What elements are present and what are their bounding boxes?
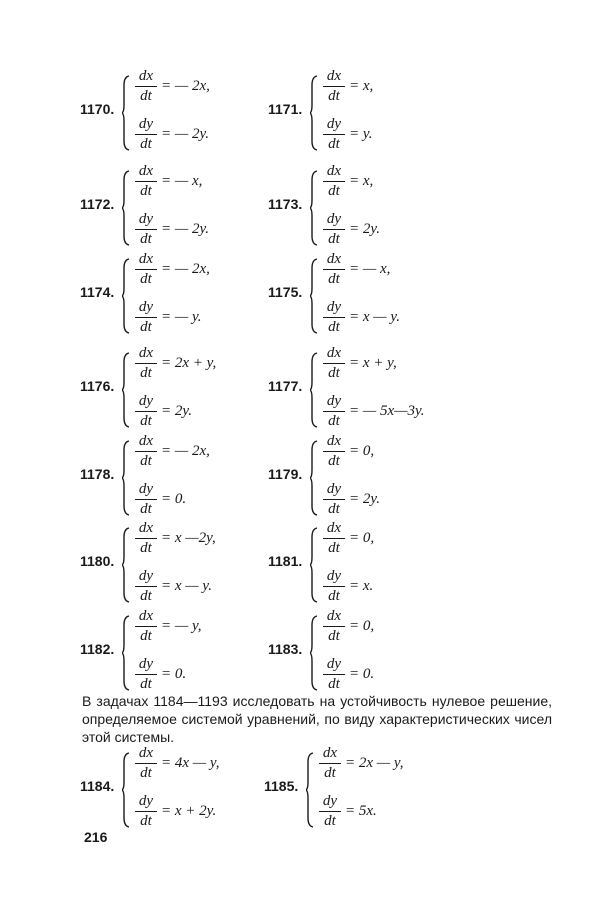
- brace-icon: [306, 752, 314, 828]
- equation-rhs: = x —2y,: [161, 530, 216, 546]
- brace-icon: [122, 258, 130, 334]
- equation-rhs: = — 2x,: [161, 261, 210, 277]
- equation-rhs: = 0,: [349, 618, 375, 634]
- equation-rhs: = 0.: [161, 666, 187, 682]
- fraction: $\frac{dx}{dt}$: [135, 250, 157, 289]
- page-number: 216: [84, 829, 108, 845]
- problem-number: 1170.: [80, 101, 115, 117]
- fraction: $\frac{dy}{dt}$: [319, 792, 341, 831]
- equation-rhs: = x — y.: [349, 309, 400, 325]
- problem-number: 1174.: [80, 284, 115, 300]
- equation-rhs: = — 2x,: [161, 443, 210, 459]
- fraction: $\frac{dy}{dt}$: [135, 655, 157, 694]
- instruction-paragraph: В задачах 1184—1193 исследовать на устойчивость нулевое решение, определяемое системой уравнений, по виду характеристических чисел этой системы.: [82, 693, 552, 745]
- fraction: $\frac{dx}{dt}$: [135, 519, 157, 558]
- fraction: $\frac{dy}{dt}$: [323, 392, 345, 431]
- equation-rhs: = — 5x—3y.: [349, 403, 425, 419]
- equation-rhs: = — 2x,: [161, 78, 210, 94]
- problem-number: 1185.: [264, 778, 299, 794]
- equation-rhs: = — 2y.: [161, 126, 210, 142]
- equation-rhs: = 5x.: [345, 803, 377, 819]
- problem-number: 1173.: [268, 196, 303, 212]
- brace-icon: [310, 75, 318, 151]
- fraction: $\frac{dx}{dt}$: [323, 67, 345, 106]
- fraction: $\frac{dy}{dt}$: [135, 792, 157, 831]
- fraction: $\frac{dx}{dt}$: [323, 432, 345, 471]
- fraction: $\frac{dx}{dt}$: [323, 162, 345, 201]
- brace-icon: [122, 75, 130, 151]
- fraction: $\frac{dy}{dt}$: [135, 298, 157, 337]
- equation-rhs: = x — y.: [161, 578, 212, 594]
- fraction: $\frac{dx}{dt}$: [323, 607, 345, 646]
- equation-rhs: = — x,: [161, 173, 203, 189]
- equation-rhs: = 2y.: [161, 403, 192, 419]
- equation-rhs: = x,: [349, 78, 374, 94]
- equation-rhs: = 0,: [349, 530, 375, 546]
- brace-icon: [122, 440, 130, 516]
- fraction: $\frac{dx}{dt}$: [135, 344, 157, 383]
- brace-icon: [310, 440, 318, 516]
- fraction: $\frac{dx}{dt}$: [135, 162, 157, 201]
- fraction: $\frac{dy}{dt}$: [135, 210, 157, 249]
- fraction: $\frac{dy}{dt}$: [135, 480, 157, 519]
- fraction: $\frac{dy}{dt}$: [323, 210, 345, 249]
- brace-icon: [122, 752, 130, 828]
- brace-icon: [310, 527, 318, 603]
- equation-rhs: = x,: [349, 173, 374, 189]
- problem-number: 1184.: [80, 778, 115, 794]
- equation-rhs: = — y,: [161, 618, 202, 634]
- fraction: $\frac{dy}{dt}$: [135, 115, 157, 154]
- equation-rhs: = 2y.: [349, 491, 380, 507]
- fraction: $\frac{dy}{dt}$: [323, 298, 345, 337]
- equation-rhs: = x + y,: [349, 355, 397, 371]
- equation-rhs: = — y.: [161, 309, 202, 325]
- brace-icon: [310, 615, 318, 691]
- fraction: $\frac{dy}{dt}$: [323, 567, 345, 606]
- fraction: $\frac{dy}{dt}$: [135, 567, 157, 606]
- fraction: $\frac{dx}{dt}$: [135, 432, 157, 471]
- problem-number: 1177.: [268, 378, 303, 394]
- fraction: $\frac{dx}{dt}$: [323, 344, 345, 383]
- equation-rhs: = x.: [349, 578, 374, 594]
- problem-number: 1180.: [80, 553, 115, 569]
- fraction: $\frac{dx}{dt}$: [135, 67, 157, 106]
- brace-icon: [122, 352, 130, 428]
- brace-icon: [310, 258, 318, 334]
- equation-rhs: = 2x + y,: [161, 355, 217, 371]
- brace-icon: [310, 170, 318, 246]
- equation-rhs: = 0.: [161, 491, 187, 507]
- problem-number: 1176.: [80, 378, 115, 394]
- fraction: $\frac{dy}{dt}$: [323, 655, 345, 694]
- problem-number: 1183.: [268, 641, 303, 657]
- brace-icon: [122, 170, 130, 246]
- fraction: $\frac{dx}{dt}$: [319, 744, 341, 783]
- fraction: $\frac{dy}{dt}$: [323, 480, 345, 519]
- brace-icon: [122, 527, 130, 603]
- equation-rhs: = — 2y.: [161, 221, 210, 237]
- equation-rhs: = 2y.: [349, 221, 380, 237]
- equation-rhs: = 0.: [349, 666, 375, 682]
- fraction: $\frac{dx}{dt}$: [135, 744, 157, 783]
- problem-number: 1181.: [268, 553, 303, 569]
- fraction: $\frac{dx}{dt}$: [323, 250, 345, 289]
- equation-rhs: = 2x — y,: [345, 755, 404, 771]
- fraction: $\frac{dx}{dt}$: [323, 519, 345, 558]
- problem-number: 1172.: [80, 196, 115, 212]
- fraction: $\frac{dy}{dt}$: [135, 392, 157, 431]
- fraction: $\frac{dy}{dt}$: [323, 115, 345, 154]
- problem-number: 1171.: [268, 101, 303, 117]
- equation-rhs: = 0,: [349, 443, 375, 459]
- equation-rhs: = 4x — y,: [161, 755, 220, 771]
- equation-rhs: = — x,: [349, 261, 391, 277]
- brace-icon: [122, 615, 130, 691]
- fraction: $\frac{dx}{dt}$: [135, 607, 157, 646]
- equation-rhs: = x + 2y.: [161, 803, 217, 819]
- problem-number: 1179.: [268, 466, 303, 482]
- equation-rhs: = y.: [349, 126, 373, 142]
- brace-icon: [310, 352, 318, 428]
- problem-number: 1182.: [80, 641, 115, 657]
- problem-number: 1175.: [268, 284, 303, 300]
- problem-number: 1178.: [80, 466, 115, 482]
